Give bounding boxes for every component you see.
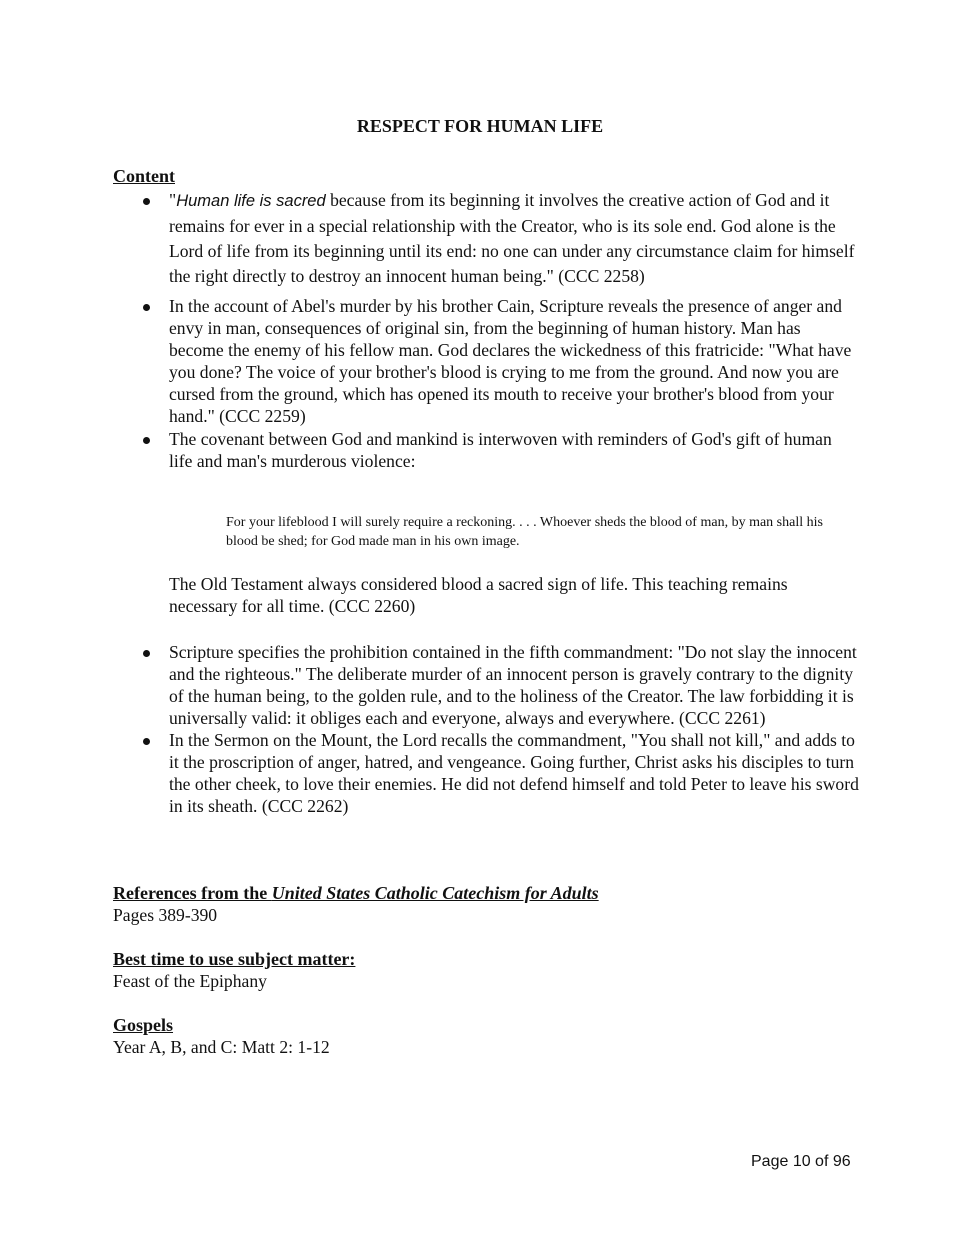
page-title: RESPECT FOR HUMAN LIFE — [356, 116, 604, 136]
list-item — [169, 428, 859, 472]
references-pages: Pages 389-390 — [113, 905, 218, 925]
list-item-text: Scripture specifies the prohibition contained in the fifth commandment: "Do not slay the innocent and the righteous." The deliberate murder of an innocent person is gravely contrary to the dignity of the human being, to the golden rule, and to the holiness of the Creator. The law forbidding it is universally valid: it obliges each and everyone, always and everywhere. (CCC 2261) — [169, 642, 857, 728]
best-time-value: Feast of the Epiphany — [113, 971, 267, 991]
content-heading: Content — [113, 166, 175, 186]
gospels-value: Year A, B, and C: Matt 2: 1-12 — [113, 1037, 330, 1057]
quote-open: " — [169, 190, 177, 210]
list-item-text: In the Sermon on the Mount, the Lord recalls the commandment, "You shall not kill," and adds to it the proscription of anger, hatred, and vengeance. Going further, Christ asks his disciples to turn the other cheek, to love their enemies. He did not defend himself and told Peter to leave his sword in its sheath. (CCC 2262) — [169, 730, 859, 816]
list-item — [169, 295, 859, 427]
list-item — [169, 641, 859, 729]
emphasis-text: Human life is sacred — [176, 192, 326, 210]
list-item-text: because from its beginning it involves the creative action of God and it remains for ever in a special relationship with the Creator, who is its sole end. God alone is the Lord of life from its beginning until its end: no one can under any circumstance claim for himself the right directly to destroy an innocent human being." (CCC 2258) — [169, 190, 855, 286]
references-heading — [113, 883, 599, 904]
old-testament-paragraph: The Old Testament always considered blood a sacred sign of life. This teaching remains necessary for all time. (CCC 2260) — [169, 574, 788, 616]
block-quote: For your lifeblood I will surely require a reckoning. . . . Whoever sheds the blood of man, by man shall his blood be shed; for God made man in his own image. — [226, 515, 823, 549]
bullet-icon — [143, 304, 150, 311]
bullet-icon — [143, 738, 150, 745]
best-time-heading: Best time to use subject matter: — [113, 949, 356, 969]
bullet-icon — [143, 650, 150, 657]
references-heading-prefix: References from the — [113, 883, 272, 903]
bullet-icon — [143, 437, 150, 444]
page-number: Page 10 of 96 — [751, 1153, 851, 1170]
list-item-text: The covenant between God and mankind is interwoven with reminders of God's gift of human life and man's murderous violence: — [169, 429, 832, 471]
gospels-heading: Gospels — [113, 1015, 174, 1035]
list-item — [169, 729, 859, 817]
catechism-title: United States Catholic Catechism for Adults — [271, 883, 599, 903]
bullet-icon — [143, 198, 150, 205]
list-item — [169, 188, 859, 289]
list-item-text: In the account of Abel's murder by his brother Cain, Scripture reveals the presence of anger and envy in man, consequences of original sin, from the beginning of human history. Man has become the enemy of his fellow man. God declares the wickedness of this fratricide: "What have you done? The voice of your brother's blood is crying to me from the ground. And now you are cursed from the ground, which has opened its mouth to receive your brother's blood from your hand." (CCC 2259) — [169, 296, 852, 426]
commandment-bullet-list — [169, 641, 859, 817]
content-bullet-list — [169, 188, 859, 472]
